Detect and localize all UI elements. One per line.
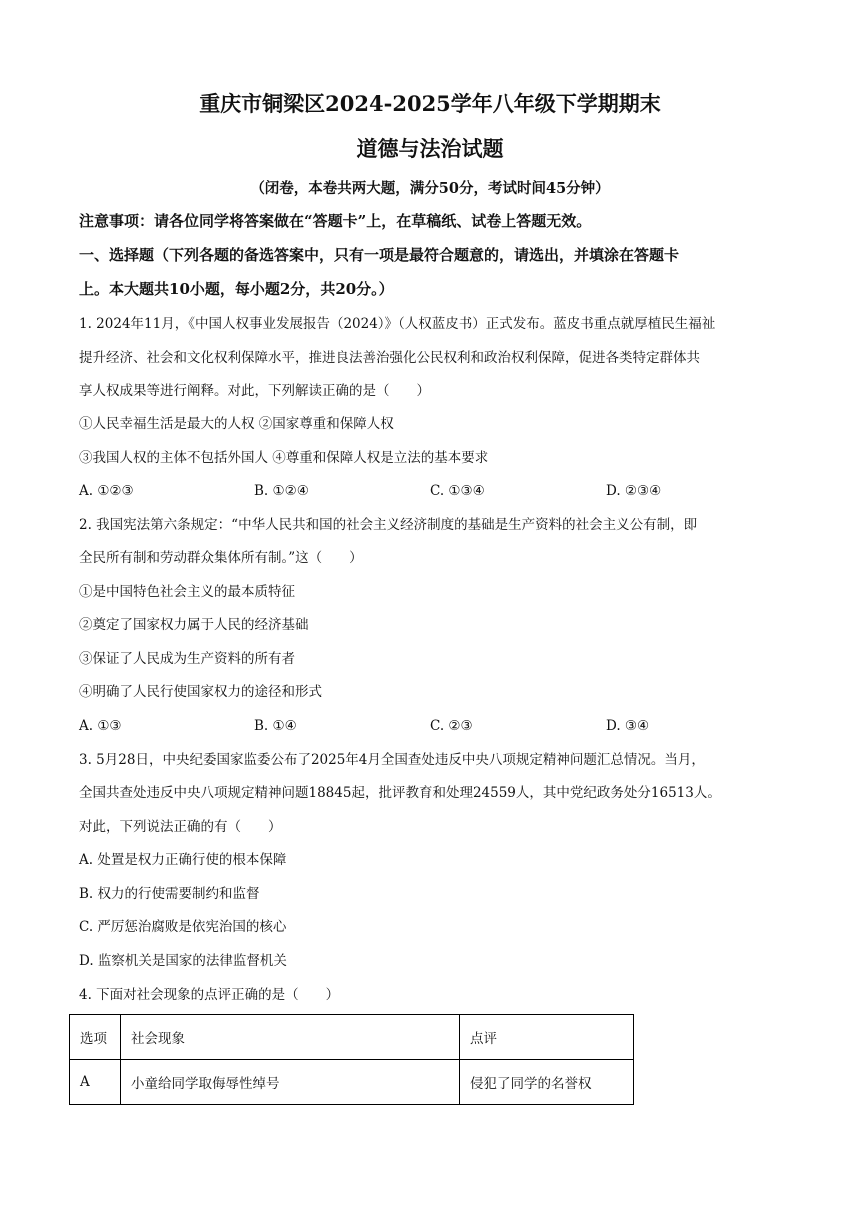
q4-header-phenomenon: 社会现象: [121, 1015, 460, 1060]
q1-stem-line3: 享人权成果等进行阐释。对此，下列解读正确的是（ ）: [79, 383, 430, 399]
section-heading-line1: 一、选择题（下列各题的备选答案中，只有一项是最符合题意的，请选出，并填涂在答题卡: [79, 246, 680, 264]
q4-header-option: 选项: [70, 1015, 121, 1060]
q2-option-d[interactable]: D. ③④: [606, 718, 650, 734]
q2-stem-line2: 全民所有制和劳动群众集体所有制。”这（ ）: [79, 550, 363, 566]
exam-info: （闭卷，本卷共两大题，满分50分，考试时间45分钟）: [250, 180, 610, 197]
q2-statement-4: ④明确了人民行使国家权力的途径和形式: [79, 684, 322, 700]
q3-option-b[interactable]: B. 权力的行使需要制约和监督: [79, 886, 260, 902]
q3-option-a[interactable]: A. 处置是权力正确行使的根本保障: [79, 852, 287, 868]
q1-stem-line1: 1. 2024年11月，《中国人权事业发展报告（2024）》（人权蓝皮书）正式发布。蓝皮书重点就厚植民生福祉: [79, 316, 716, 332]
notice: 注意事项：请各位同学将答案做在“答题卡”上，在草稿纸、试卷上答题无效。: [79, 212, 592, 230]
q2-statement-1: ①是中国特色社会主义的最本质特征: [79, 584, 295, 600]
q2-stem-line1: 2. 我国宪法第六条规定：“中华人民共和国的社会主义经济制度的基础是生产资料的社会主义公有制，即: [79, 517, 698, 533]
q2-statement-2: ②奠定了国家权力属于人民的经济基础: [79, 617, 309, 633]
q2-option-c[interactable]: C. ②③: [430, 718, 473, 734]
q3-option-d[interactable]: D. 监察机关是国家的法律监督机关: [79, 953, 287, 969]
q3-stem-line3: 对此，下列说法正确的有（ ）: [79, 819, 282, 835]
q4-cell-comment: 侵犯了同学的名誉权: [460, 1060, 634, 1105]
q4-table-header-row: [70, 1015, 634, 1060]
q1-option-b[interactable]: B. ①②④: [254, 483, 309, 499]
table-row: [70, 1060, 634, 1105]
q4-table: [69, 1014, 634, 1105]
q4-cell-phenomenon: 小童给同学取侮辱性绰号: [121, 1060, 460, 1105]
q4-header-comment: 点评: [460, 1015, 634, 1060]
q3-stem-line1: 3. 5月28日，中央纪委国家监委公布了2025年4月全国查处违反中央八项规定精神问题汇总情况。当月，: [79, 752, 705, 768]
q1-statement-1: ①人民幸福生活是最大的人权 ②国家尊重和保障人权: [79, 416, 394, 432]
q1-stem-line2: 提升经济、社会和文化权利保障水平，推进良法善治强化公民权利和政治权利保障，促进各类特定群体共: [79, 350, 700, 366]
q2-statement-3: ③保证了人民成为生产资料的所有者: [79, 651, 295, 667]
q3-stem-line2: 全国共查处违反中央八项规定精神问题18845起，批评教育和处理24559人，其中党纪政务处分16513人。: [79, 785, 721, 801]
q2-option-b[interactable]: B. ①④: [254, 718, 297, 734]
exam-title: 重庆市铜梁区2024-2025学年八年级下学期期末: [199, 91, 661, 116]
section-heading-line2: 上。本大题共10小题，每小题2分，共20分。）: [79, 280, 394, 298]
q1-option-a[interactable]: A. ①②③: [79, 483, 134, 499]
q1-statement-2: ③我国人权的主体不包括外国人 ④尊重和保障人权是立法的基本要求: [79, 450, 489, 466]
q2-option-a[interactable]: A. ①③: [79, 718, 122, 734]
q3-option-c[interactable]: C. 严厉惩治腐败是依宪治国的核心: [79, 919, 287, 935]
q4-cell-option: A: [70, 1060, 121, 1105]
q1-option-d[interactable]: D. ②③④: [606, 483, 662, 499]
exam-subtitle: 道德与法治试题: [356, 136, 504, 161]
q1-option-c[interactable]: C. ①③④: [430, 483, 485, 499]
q4-stem: 4. 下面对社会现象的点评正确的是（ ）: [79, 987, 340, 1003]
